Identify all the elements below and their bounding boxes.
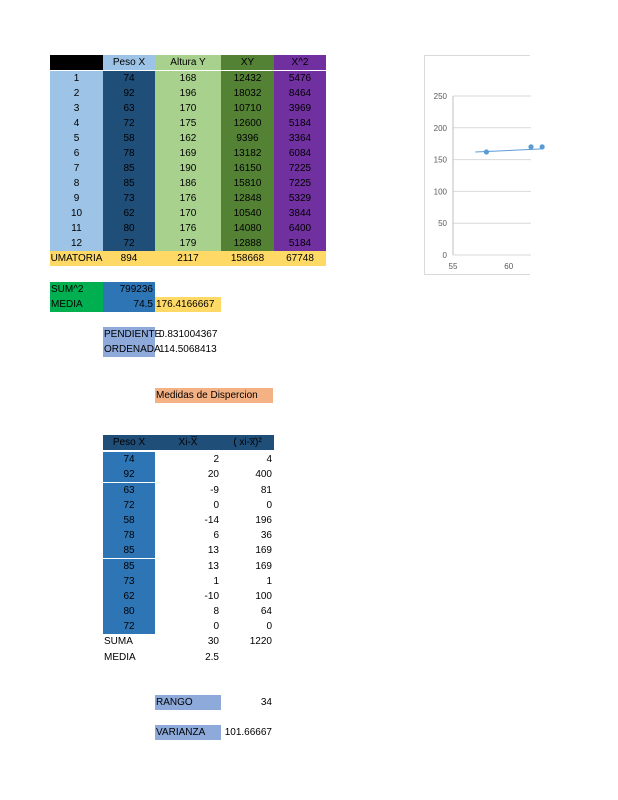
cell-x2: 5184 [274, 116, 326, 131]
disp-cell-dev: 13 [207, 561, 219, 572]
cell-xy: 13182 [221, 146, 274, 161]
cell-index: 12 [50, 236, 103, 251]
y-tick-label: 150 [433, 155, 447, 165]
cell-peso: 63 [103, 101, 155, 116]
disp-cell-dev-sq: 196 [255, 515, 272, 526]
suma-dev: 30 [207, 636, 219, 647]
ordenada-label: ORDENADA [104, 344, 161, 355]
header-index [50, 55, 103, 70]
cell-xy: 9396 [221, 131, 274, 146]
header-xy: XY [221, 55, 274, 70]
pendiente-label: PENDIENTE [104, 329, 162, 340]
cell-peso: 80 [103, 221, 155, 236]
cell-peso: 72 [103, 236, 155, 251]
varianza-value: 101.66667 [224, 727, 272, 738]
cell-index: 4 [50, 116, 103, 131]
disp-cell-dev-sq: 0 [266, 500, 272, 511]
disp-cell-dev-sq: 169 [255, 561, 272, 572]
disp-cell-dev-sq: 100 [255, 591, 272, 602]
y-tick-label: 200 [433, 123, 447, 133]
cell-xy: 10540 [221, 206, 274, 221]
x-tick-label: 55 [448, 262, 458, 271]
media-dev-value: 2.5 [205, 652, 219, 663]
disp-cell-dev-sq: 1 [266, 576, 272, 587]
cell-altura: 170 [155, 206, 221, 221]
cell-index: 5 [50, 131, 103, 146]
media-dev-label: MEDIA [104, 652, 136, 663]
total-index: UMATORIA [50, 253, 103, 264]
cell-index: 1 [50, 71, 103, 86]
cell-x2: 6084 [274, 146, 326, 161]
cell-index: 8 [50, 176, 103, 191]
chart-plot [425, 56, 531, 276]
suma-label: SUMA [104, 636, 133, 647]
cell-xy: 12600 [221, 116, 274, 131]
disp-cell-dev: 13 [207, 545, 219, 556]
total-peso: 894 [103, 251, 155, 266]
header-altura: Altura Y [155, 55, 221, 70]
sum-sq-value: 799236 [103, 282, 155, 297]
header-peso: Peso X [103, 55, 155, 70]
cell-x2: 3364 [274, 131, 326, 146]
media-x: 74.5 [103, 297, 155, 312]
cell-peso: 78 [103, 146, 155, 161]
pendiente-value: 0.831004367 [159, 329, 218, 340]
cell-index: 2 [50, 86, 103, 101]
disp-cell-dev: -10 [204, 591, 219, 602]
disp-header-dev-sq: ( xi-x̅)² [221, 435, 274, 450]
total-x2: 67748 [274, 251, 326, 266]
disp-cell-peso: 58 [103, 513, 155, 528]
cell-altura: 162 [155, 131, 221, 146]
cell-altura: 179 [155, 236, 221, 251]
cell-altura: 176 [155, 221, 221, 236]
y-tick-label: 100 [433, 187, 447, 197]
data-point [528, 144, 533, 149]
disp-cell-peso: 62 [103, 589, 155, 604]
cell-altura: 168 [155, 71, 221, 86]
varianza-label: VARIANZA [155, 725, 221, 740]
cell-xy: 14080 [221, 221, 274, 236]
ordenada-value: 114.5068413 [159, 344, 217, 355]
cell-x2: 7225 [274, 176, 326, 191]
cell-xy: 12888 [221, 236, 274, 251]
disp-cell-peso: 72 [103, 619, 155, 634]
cell-peso: 85 [103, 161, 155, 176]
disp-cell-dev-sq: 169 [255, 545, 272, 556]
cell-index: 3 [50, 101, 103, 116]
cell-xy: 10710 [221, 101, 274, 116]
cell-xy: 12432 [221, 71, 274, 86]
disp-cell-dev: 8 [213, 606, 219, 617]
cell-altura: 169 [155, 146, 221, 161]
disp-cell-peso: 92 [103, 467, 155, 482]
cell-xy: 12848 [221, 191, 274, 206]
scatter-chart[interactable] [424, 55, 530, 275]
cell-peso: 72 [103, 116, 155, 131]
cell-altura: 175 [155, 116, 221, 131]
cell-peso: 85 [103, 176, 155, 191]
disp-cell-dev-sq: 0 [266, 621, 272, 632]
cell-xy: 18032 [221, 86, 274, 101]
disp-cell-dev-sq: 36 [260, 530, 272, 541]
disp-cell-dev: 20 [207, 469, 219, 480]
cell-index: 9 [50, 191, 103, 206]
disp-cell-peso: 85 [103, 543, 155, 558]
cell-x2: 5184 [274, 236, 326, 251]
disp-cell-peso: 74 [103, 452, 155, 467]
suma-sq: 1220 [249, 636, 272, 647]
cell-x2: 7225 [274, 161, 326, 176]
rango-value: 34 [260, 697, 272, 708]
cell-x2: 5329 [274, 191, 326, 206]
disp-cell-dev-sq: 400 [255, 469, 272, 480]
cell-peso: 92 [103, 86, 155, 101]
cell-peso: 62 [103, 206, 155, 221]
sum-sq-label: SUM^2 [50, 282, 103, 297]
disp-cell-dev: 0 [213, 621, 219, 632]
disp-cell-dev: 1 [213, 576, 219, 587]
cell-x2: 3969 [274, 101, 326, 116]
cell-peso: 73 [103, 191, 155, 206]
cell-index: 6 [50, 146, 103, 161]
cell-altura: 170 [155, 101, 221, 116]
disp-header-peso: Peso X [103, 435, 155, 450]
y-tick-label: 250 [433, 92, 447, 101]
disp-cell-peso: 72 [103, 498, 155, 513]
disp-cell-peso: 80 [103, 604, 155, 619]
disp-cell-dev-sq: 81 [260, 485, 272, 496]
disp-cell-dev: 2 [213, 454, 219, 465]
cell-xy: 16150 [221, 161, 274, 176]
total-altura: 2117 [155, 251, 221, 266]
cell-x2: 8464 [274, 86, 326, 101]
disp-cell-dev-sq: 64 [260, 606, 272, 617]
cell-index: 11 [50, 221, 103, 236]
total-xy: 158668 [221, 251, 274, 266]
y-tick-label: 50 [438, 219, 447, 229]
cell-peso: 74 [103, 71, 155, 86]
disp-cell-peso: 85 [103, 559, 155, 574]
media-label: MEDIA [50, 297, 103, 312]
cell-altura: 196 [155, 86, 221, 101]
cell-x2: 6400 [274, 221, 326, 236]
cell-altura: 176 [155, 191, 221, 206]
cell-altura: 186 [155, 176, 221, 191]
cell-index: 7 [50, 161, 103, 176]
disp-cell-dev: -9 [210, 485, 219, 496]
disp-cell-dev: -14 [204, 515, 219, 526]
data-point [484, 149, 489, 154]
x-tick-label: 60 [504, 262, 514, 271]
disp-cell-peso: 78 [103, 528, 155, 543]
disp-cell-peso: 63 [103, 483, 155, 498]
media-y: 176.4166667 [155, 297, 221, 312]
disp-cell-dev-sq: 4 [266, 454, 272, 465]
cell-x2: 3844 [274, 206, 326, 221]
cell-altura: 190 [155, 161, 221, 176]
cell-index: 10 [50, 206, 103, 221]
cell-xy: 15810 [221, 176, 274, 191]
cell-x2: 5476 [274, 71, 326, 86]
disp-cell-peso: 73 [103, 574, 155, 589]
disp-cell-dev: 6 [213, 530, 219, 541]
disp-cell-dev: 0 [213, 500, 219, 511]
cell-peso: 58 [103, 131, 155, 146]
header-x2: X^2 [274, 55, 326, 70]
disp-header-dev: Xi-X̅ [155, 435, 221, 450]
dispersion-title: Medidas de Dispercion [155, 388, 273, 403]
y-tick-label: 0 [442, 251, 447, 260]
rango-label: RANGO [155, 695, 221, 710]
data-point [540, 144, 545, 149]
